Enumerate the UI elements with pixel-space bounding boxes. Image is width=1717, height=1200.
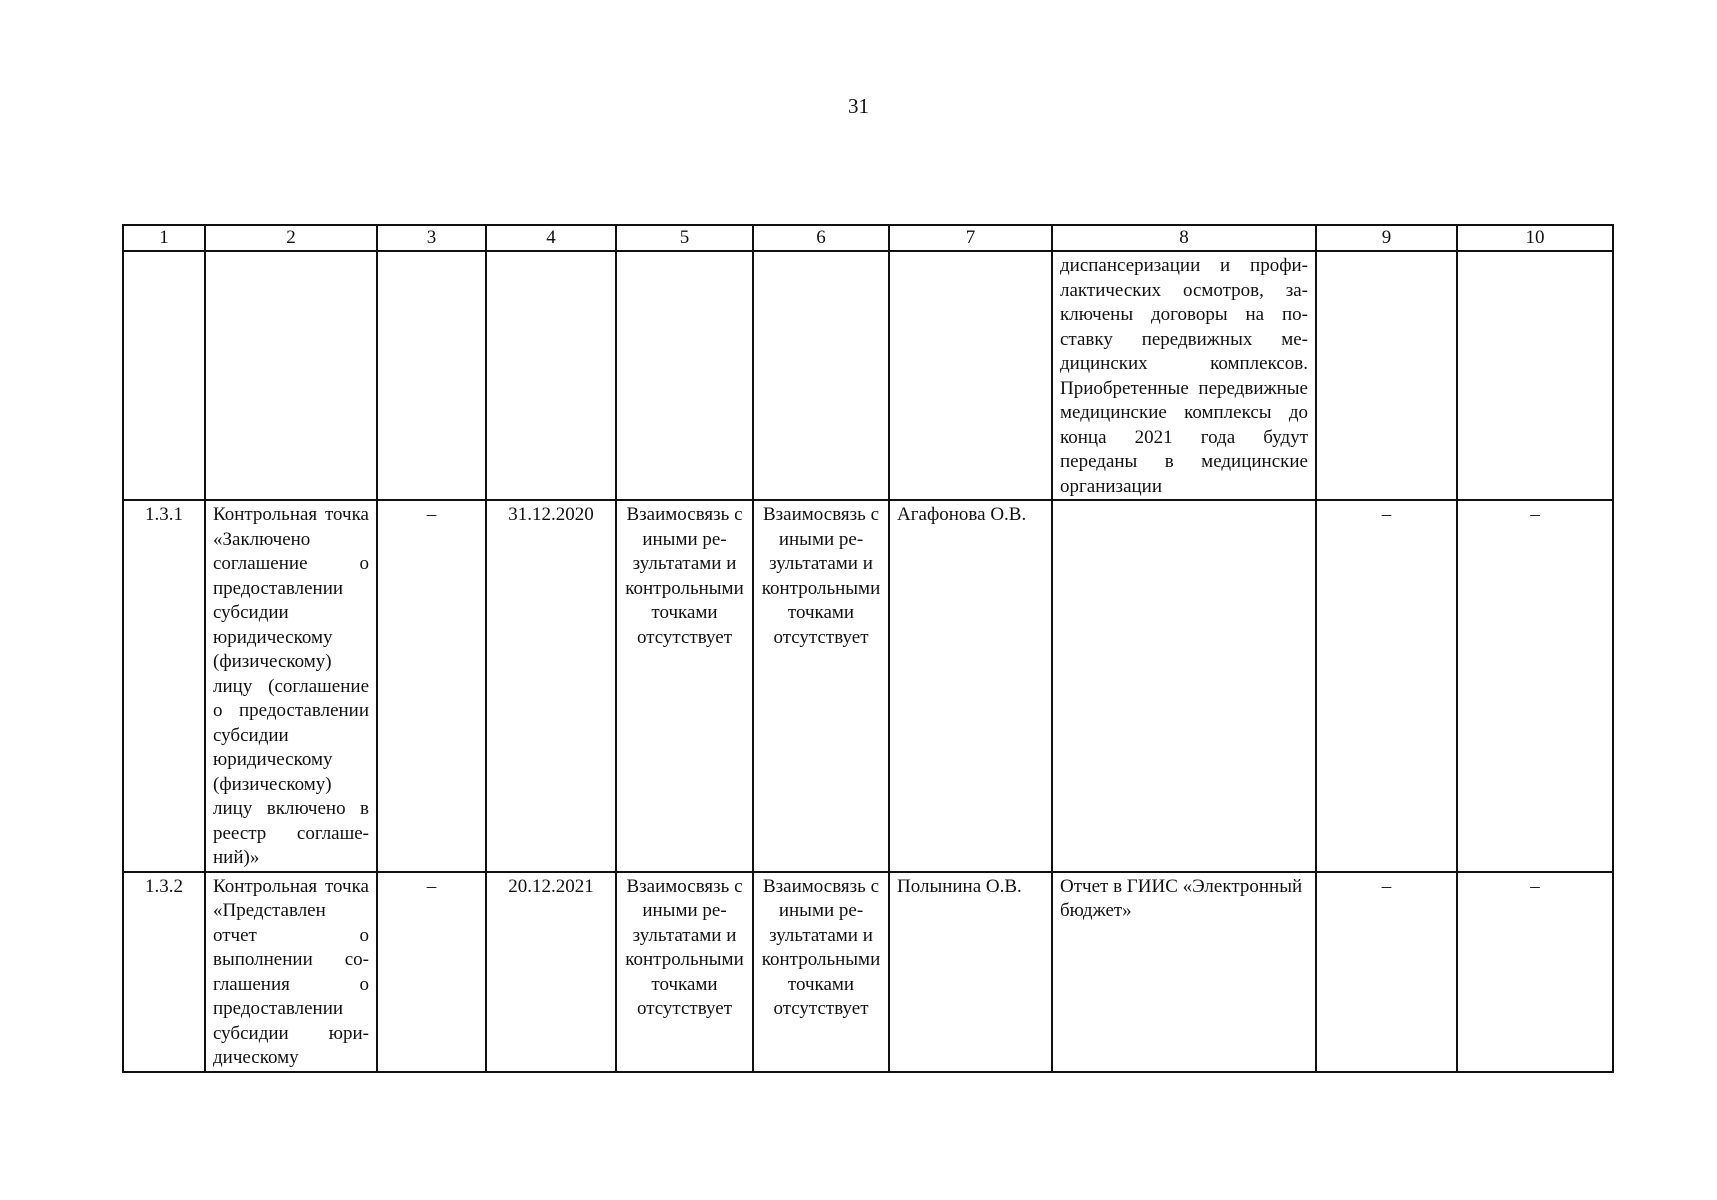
page-number: 31	[848, 94, 869, 118]
cell-item-name: Контрольная точка «Заключено соглашение о предоставлении субсидии юридическому (физическому) лицу (соглашение о предоставлении субсидии юридическому (физическому) лицу включено в реестр соглашений)»	[205, 500, 377, 872]
header-col-5: 5	[616, 225, 753, 251]
cell-result-description: Отчет в ГИИС «Электронный бюджет»	[1052, 872, 1316, 1072]
cell-empty	[205, 251, 377, 500]
header-col-8: 8	[1052, 225, 1316, 251]
header-col-9: 9	[1316, 225, 1457, 251]
header-col-1: 1	[123, 225, 205, 251]
cell-result-description: диспансеризации и профилактических осмотров, заключены договоры на поставку передвижных медицинских комплексов. Приобретенные передвижные медицинские комплексы до конца 2021 года будут переданы в медицинские организации	[1052, 251, 1316, 500]
cell-col3: –	[377, 872, 486, 1072]
cell-empty	[1457, 251, 1613, 500]
cell-item-number: 1.3.1	[123, 500, 205, 872]
header-col-7: 7	[889, 225, 1052, 251]
table-row	[123, 872, 1613, 1072]
table-header	[123, 225, 1613, 251]
cell-empty	[616, 251, 753, 500]
control-points-table	[122, 224, 1614, 1073]
cell-col9: –	[1316, 872, 1457, 1072]
header-col-2: 2	[205, 225, 377, 251]
header-row	[123, 225, 1613, 251]
cell-col5: Взаимосвязь с иными результатами и контрольными точками отсутствует	[616, 500, 753, 872]
cell-responsible: Агафонова О.В.	[889, 500, 1052, 872]
cell-empty	[123, 251, 205, 500]
cell-item-number: 1.3.2	[123, 872, 205, 1072]
cell-item-name: Контрольная точка «Представлен отчет о выполнении соглашения о предоставлении субсидии юридическому	[205, 872, 377, 1072]
table-row-continuation	[123, 251, 1613, 500]
cell-col3: –	[377, 500, 486, 872]
cell-col6: Взаимосвязь с иными результатами и контрольными точками отсутствует	[753, 500, 889, 872]
table-row	[123, 500, 1613, 872]
header-col-3: 3	[377, 225, 486, 251]
cell-empty	[486, 251, 616, 500]
cell-col6: Взаимосвязь с иными результатами и контрольными точками отсутствует	[753, 872, 889, 1072]
header-col-6: 6	[753, 225, 889, 251]
cell-empty	[377, 251, 486, 500]
cell-empty	[753, 251, 889, 500]
cell-date: 20.12.2021	[486, 872, 616, 1072]
cell-col9: –	[1316, 500, 1457, 872]
cell-empty	[889, 251, 1052, 500]
cell-responsible: Полынина О.В.	[889, 872, 1052, 1072]
cell-empty	[1316, 251, 1457, 500]
cell-date: 31.12.2020	[486, 500, 616, 872]
header-col-10: 10	[1457, 225, 1613, 251]
header-col-4: 4	[486, 225, 616, 251]
cell-col5: Взаимосвязь с иными результатами и контрольными точками отсутствует	[616, 872, 753, 1072]
cell-col10: –	[1457, 500, 1613, 872]
cell-result-description	[1052, 500, 1316, 872]
cell-col10: –	[1457, 872, 1613, 1072]
